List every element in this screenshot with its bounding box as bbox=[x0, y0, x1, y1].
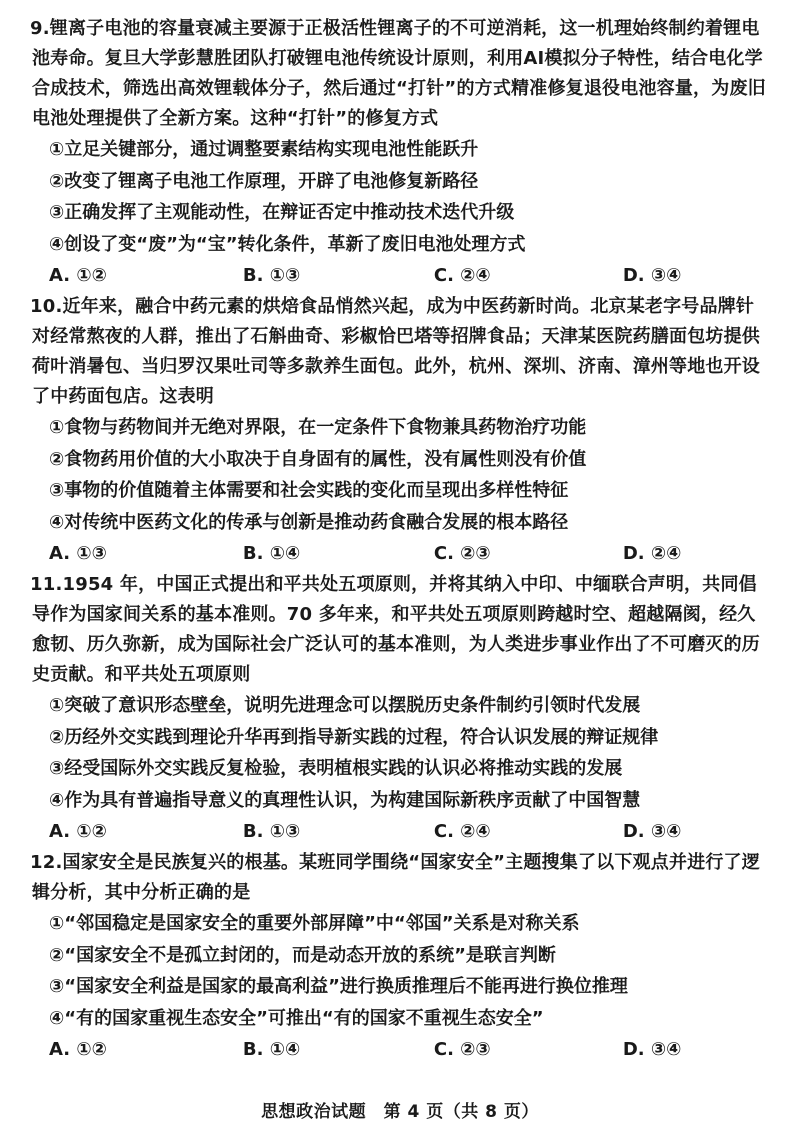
question-11 bbox=[32, 570, 772, 848]
option-c: C. ②④ bbox=[433, 265, 491, 286]
option-b: B. ①④ bbox=[242, 1039, 301, 1060]
question-number: 9. bbox=[30, 18, 50, 39]
question-text: 1954 年，中国正式提出和平共处五项原则，并将其纳入中印、中缅联合声明，共同倡导作为国家间关系的基本准则。70 多年来，和平共处五项原则跨越时空、超越隔阂，经久愈韧、历久弥新，成为国际社会广泛认可的基本准则，为人类进步事业作出了不可磨灭的历史贡献。和平共处五项原则 bbox=[32, 574, 760, 685]
question-number: 11. bbox=[30, 574, 63, 595]
option-b: B. ①④ bbox=[242, 543, 301, 564]
question-stem bbox=[32, 14, 772, 134]
question-number: 12. bbox=[30, 852, 63, 873]
statement-4: ④创设了变“废”为“宝”转化条件，革新了废旧电池处理方式 bbox=[49, 233, 526, 255]
option-a: A. ①③ bbox=[49, 543, 107, 564]
answer-options bbox=[32, 1034, 772, 1066]
answer-options bbox=[32, 816, 772, 848]
option-a: A. ①② bbox=[49, 1039, 107, 1060]
option-d: D. ③④ bbox=[622, 265, 682, 286]
option-b: B. ①③ bbox=[242, 821, 301, 842]
option-a: A. ①② bbox=[49, 265, 107, 286]
question-9 bbox=[32, 14, 772, 292]
statement-3: ③正确发挥了主观能动性，在辩证否定中推动技术迭代升级 bbox=[49, 202, 515, 223]
option-d: D. ③④ bbox=[622, 821, 682, 842]
statement-3: ③经受国际外交实践反复检验，表明植根实践的认识必将推动实践的发展 bbox=[49, 758, 623, 779]
option-d: D. ②④ bbox=[622, 543, 682, 564]
statement-4: ④“有的国家重视生态安全”可推出“有的国家不重视生态安全” bbox=[49, 1007, 544, 1029]
question-text: 国家安全是民族复兴的根基。某班同学围绕“国家安全”主题搜集了以下观点并进行了逻辑分析，其中分析正确的是 bbox=[32, 852, 760, 903]
statement-3: ③“国家安全利益是国家的最高利益”进行换质推理后不能再进行换位推理 bbox=[49, 976, 628, 997]
answer-options bbox=[32, 538, 772, 570]
question-stem bbox=[32, 848, 772, 908]
question-12 bbox=[32, 848, 772, 1066]
answer-options bbox=[32, 260, 772, 292]
question-text: 近年来，融合中药元素的烘焙食品悄然兴起，成为中医药新时尚。北京某老字号品牌针对经常熬夜的人群，推出了石斛曲奇、彩椒恰巴塔等招牌食品；天津某医院药膳面包坊提供荷叶消暑包、当归罗汉果吐司等多款养生面包。此外，杭州、深圳、济南、漳州等地也开设了中药面包店。这表明 bbox=[32, 296, 760, 407]
option-c: C. ②④ bbox=[433, 821, 491, 842]
statement-1: ①立足关键部分，通过调整要素结构实现电池性能跃升 bbox=[49, 139, 479, 160]
statement-4: ④作为具有普遍指导意义的真理性认识，为构建国际新秩序贡献了中国智慧 bbox=[49, 789, 641, 811]
statement-2: ②历经外交实践到理论升华再到指导新实践的过程，符合认识发展的辩证规律 bbox=[49, 726, 659, 748]
option-a: A. ①② bbox=[49, 821, 107, 842]
statement-2: ②“国家安全不是孤立封闭的，而是动态开放的系统”是联言判断 bbox=[49, 944, 556, 966]
statement-1: ①突破了意识形态壁垒，说明先进理念可以摆脱历史条件制约引领时代发展 bbox=[49, 695, 641, 716]
option-d: D. ③④ bbox=[622, 1039, 682, 1060]
question-number: 10. bbox=[30, 296, 63, 317]
statement-2: ②改变了锂离子电池工作原理，开辟了电池修复新路径 bbox=[49, 170, 479, 192]
statement-1: ①“邻国稳定是国家安全的重要外部屏障”中“邻国”关系是对称关系 bbox=[49, 913, 580, 934]
question-stem bbox=[32, 570, 772, 690]
statement-3: ③事物的价值随着主体需要和社会实践的变化而呈现出多样性特征 bbox=[49, 480, 569, 501]
option-b: B. ①③ bbox=[242, 265, 301, 286]
question-stem bbox=[32, 292, 772, 412]
page-footer: 思想政治试题 第 4 页（共 8 页） bbox=[261, 1102, 539, 1122]
statement-1: ①食物与药物间并无绝对界限，在一定条件下食物兼具药物治疗功能 bbox=[49, 417, 587, 438]
option-c: C. ②③ bbox=[433, 1039, 491, 1060]
statement-2: ②食物药用价值的大小取决于自身固有的属性，没有属性则没有价值 bbox=[49, 448, 587, 470]
question-text: 锂离子电池的容量衰减主要源于正极活性锂离子的不可逆消耗，这一机理始终制约着锂电池寿命。复旦大学彭慧胜团队打破锂电池传统设计原则，利用AI模拟分子特性，结合电化学合成技术，筛选出高效锂载体分子，然后通过“打针”的方式精准修复退役电池容量，为废旧电池处理提供了全新方案。这种“打针”的修复方式 bbox=[32, 18, 766, 129]
question-10 bbox=[32, 292, 772, 570]
statement-4: ④对传统中医药文化的传承与创新是推动药食融合发展的根本路径 bbox=[49, 511, 569, 533]
option-c: C. ②③ bbox=[433, 543, 491, 564]
